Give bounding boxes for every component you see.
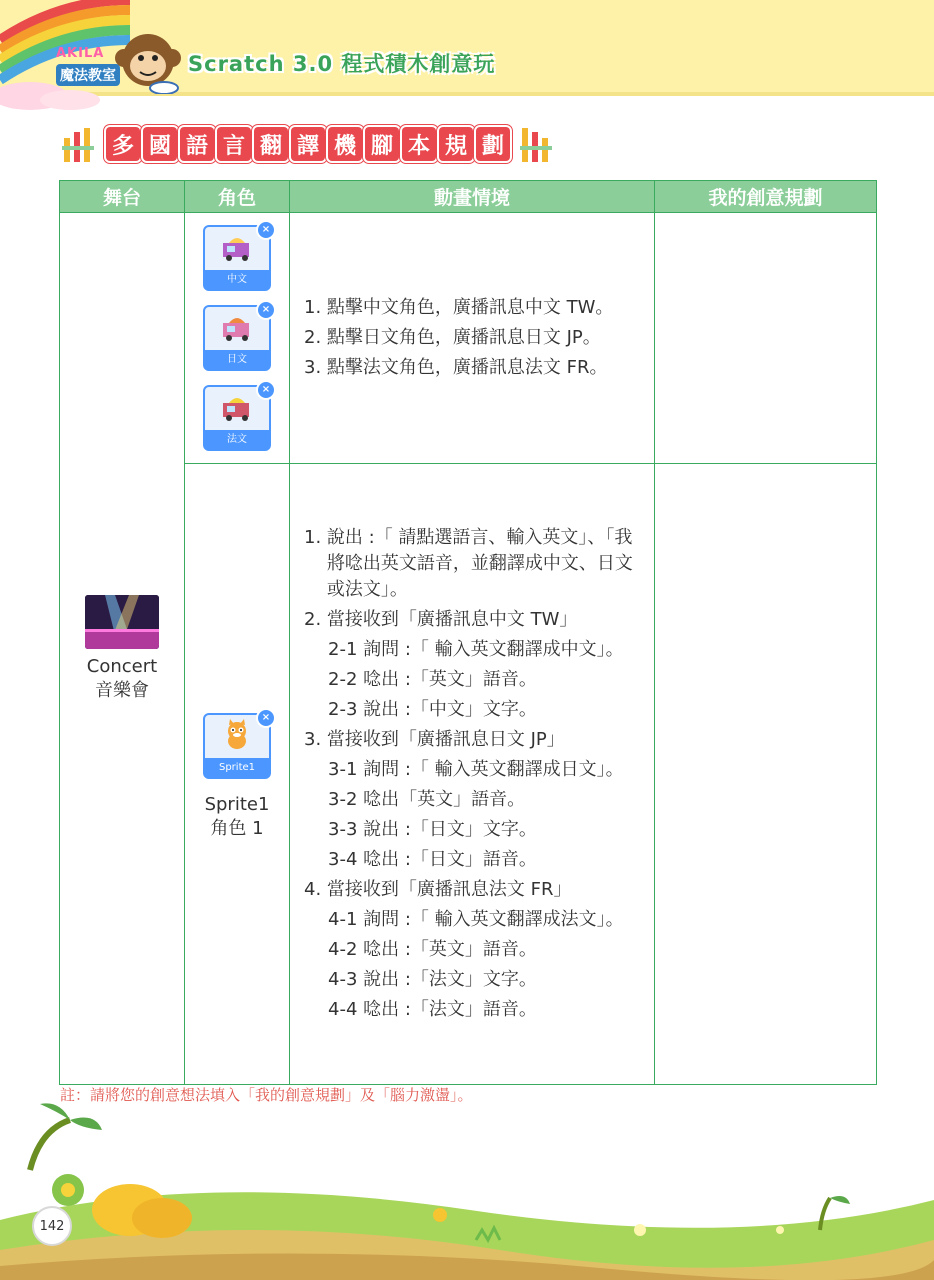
step-text: 當接收到「廣播訊息中文 TW」 bbox=[326, 609, 578, 630]
step-number: 4. bbox=[304, 879, 327, 900]
page-number: 142 bbox=[32, 1206, 72, 1246]
title-char-tile: 多 bbox=[106, 127, 140, 161]
header-scenario: 動畫情境 bbox=[290, 181, 655, 213]
scenario-step bbox=[304, 295, 642, 321]
step-number: 4-1 bbox=[328, 909, 364, 930]
fence-right-icon bbox=[514, 124, 556, 164]
monkey-mascot-icon bbox=[108, 28, 188, 94]
scenario-sub-step bbox=[328, 967, 642, 993]
step-text: 詢問 :「 輸入英文翻譯成法文」。 bbox=[363, 909, 624, 930]
title-char-tile: 言 bbox=[217, 127, 251, 161]
scenario-sub-step bbox=[328, 757, 642, 783]
step-number: 2-3 bbox=[328, 699, 364, 720]
concert-stage-thumbnail bbox=[85, 595, 159, 649]
step-text: 唸出「英文」語音。 bbox=[363, 789, 526, 810]
title-char-tile: 本 bbox=[402, 127, 436, 161]
sprite-card-sprite1 bbox=[203, 713, 271, 779]
step-text: 點擊日文角色，廣播訊息日文 JP。 bbox=[326, 327, 601, 348]
sprite-card-japanese bbox=[203, 305, 271, 371]
step-text: 詢問 :「 輸入英文翻譯成日文」。 bbox=[363, 759, 624, 780]
script-plan-table bbox=[59, 180, 877, 1085]
logo-subtitle: 魔法教室 bbox=[56, 64, 120, 86]
step-text: 說出 :「 請點選語言、輸入英文」、「我將唸出英文語音，並翻譯成中文、日文或法文」。 bbox=[326, 527, 633, 600]
delete-icon: × bbox=[256, 380, 276, 400]
stage-name-zh: 音樂會 bbox=[95, 679, 149, 701]
scenario-sub-step bbox=[328, 637, 642, 663]
my-plan-cell-row1 bbox=[655, 213, 877, 464]
scenario-cell-row2 bbox=[290, 464, 655, 1085]
step-text: 當接收到「廣播訊息日文 JP」 bbox=[326, 729, 565, 750]
delete-icon: × bbox=[256, 708, 276, 728]
stage-cell bbox=[60, 213, 185, 1085]
step-number: 2-1 bbox=[328, 639, 364, 660]
fence-left-icon bbox=[60, 124, 102, 164]
scenario-step bbox=[304, 727, 642, 753]
step-text: 說出 :「中文」文字。 bbox=[363, 699, 537, 720]
scenario-step bbox=[304, 607, 642, 633]
scenario-sub-step bbox=[328, 697, 642, 723]
title-char-tile: 劃 bbox=[476, 127, 510, 161]
title-char-tile: 國 bbox=[143, 127, 177, 161]
footer-landscape bbox=[0, 1100, 934, 1280]
scenario-step bbox=[304, 525, 642, 603]
my-plan-cell-row2 bbox=[655, 464, 877, 1085]
table-header-row bbox=[60, 181, 877, 213]
header-my-plan: 我的創意規劃 bbox=[655, 181, 877, 213]
sprite-card-french bbox=[203, 385, 271, 451]
sprite-card-chinese bbox=[203, 225, 271, 291]
step-number: 3. bbox=[304, 357, 327, 378]
role-cell-sprite1 bbox=[185, 464, 290, 1085]
title-char-tile: 譯 bbox=[291, 127, 325, 161]
scenario-step bbox=[304, 355, 642, 381]
step-number: 2. bbox=[304, 609, 327, 630]
sprite-label: Sprite1 bbox=[205, 758, 269, 777]
step-text: 唸出 :「日文」語音。 bbox=[363, 849, 537, 870]
title-char-tile: 翻 bbox=[254, 127, 288, 161]
step-number: 4-4 bbox=[328, 999, 364, 1020]
delete-icon: × bbox=[256, 220, 276, 240]
sprite-label: 日文 bbox=[205, 350, 269, 369]
role-name-zh: 角色 1 bbox=[210, 818, 264, 839]
scenario-sub-step bbox=[328, 847, 642, 873]
section-title bbox=[60, 122, 556, 166]
scenario-sub-step bbox=[328, 817, 642, 843]
step-number: 2. bbox=[304, 327, 327, 348]
header-stage: 舞台 bbox=[60, 181, 185, 213]
sprite-label: 中文 bbox=[205, 270, 269, 289]
delete-icon: × bbox=[256, 300, 276, 320]
step-number: 3. bbox=[304, 729, 327, 750]
step-text: 說出 :「日文」文字。 bbox=[363, 819, 537, 840]
step-number: 3-2 bbox=[328, 789, 364, 810]
scenario-step bbox=[304, 325, 642, 351]
step-number: 1. bbox=[304, 527, 327, 548]
step-text: 點擊法文角色，廣播訊息法文 FR。 bbox=[326, 357, 608, 378]
step-number: 3-3 bbox=[328, 819, 364, 840]
step-number: 3-1 bbox=[328, 759, 364, 780]
step-number: 1. bbox=[304, 297, 327, 318]
role-cell-languages bbox=[185, 213, 290, 464]
scenario-sub-step bbox=[328, 937, 642, 963]
table-row bbox=[60, 213, 877, 464]
step-number: 4-2 bbox=[328, 939, 364, 960]
header-role: 角色 bbox=[185, 181, 290, 213]
title-char-tile: 腳 bbox=[365, 127, 399, 161]
title-char-tile: 機 bbox=[328, 127, 362, 161]
scenario-cell-row1 bbox=[290, 213, 655, 464]
step-text: 點擊中文角色，廣播訊息中文 TW。 bbox=[326, 297, 614, 318]
title-characters bbox=[106, 127, 510, 161]
step-number: 2-2 bbox=[328, 669, 364, 690]
role-name-en: Sprite1 bbox=[204, 794, 270, 815]
step-text: 唸出 :「英文」語音。 bbox=[363, 669, 537, 690]
title-char-tile: 語 bbox=[180, 127, 214, 161]
step-text: 唸出 :「法文」語音。 bbox=[363, 999, 537, 1020]
footnote: 註：請將您的創意想法填入「我的創意規劃」及「腦力激盪」。 bbox=[60, 1086, 473, 1104]
sprite-label: 法文 bbox=[205, 430, 269, 449]
step-text: 唸出 :「英文」語音。 bbox=[363, 939, 537, 960]
step-text: 詢問 :「 輸入英文翻譯成中文」。 bbox=[363, 639, 624, 660]
scenario-sub-step bbox=[328, 667, 642, 693]
title-char-tile: 規 bbox=[439, 127, 473, 161]
step-number: 4-3 bbox=[328, 969, 364, 990]
step-text: 當接收到「廣播訊息法文 FR」 bbox=[326, 879, 572, 900]
step-text: 說出 :「法文」文字。 bbox=[363, 969, 537, 990]
scenario-step bbox=[304, 877, 642, 903]
scenario-sub-step bbox=[328, 907, 642, 933]
step-number: 3-4 bbox=[328, 849, 364, 870]
scenario-sub-step bbox=[328, 787, 642, 813]
logo-akila-text: AKILA bbox=[56, 46, 105, 61]
scenario-sub-step bbox=[328, 997, 642, 1023]
stage-name-en: Concert bbox=[86, 655, 158, 677]
book-title: Scratch 3.0 程式積木創意玩 bbox=[188, 52, 496, 76]
